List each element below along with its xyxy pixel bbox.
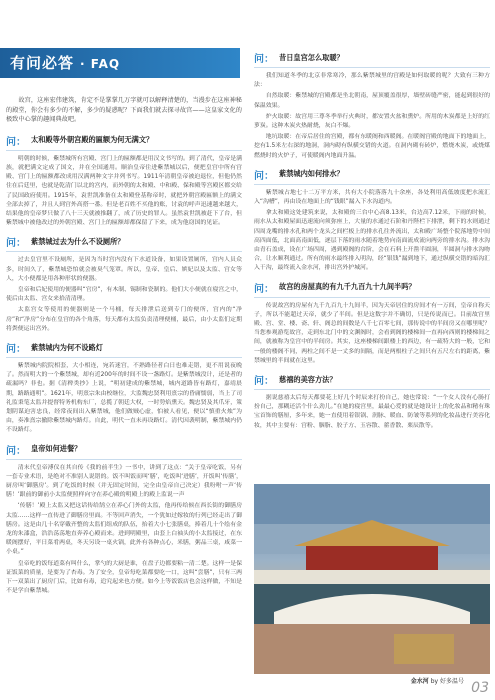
section-header — [6, 234, 242, 252]
section-title: 慈禧的美容方法？ — [279, 374, 337, 384]
paragraph: ‘传膳！’殿上太监又把这话传给鹄立在养心门外的太监，他再传给候在西长街的御膳房太监……这样一直传进了御膳房里面。不等回声消失，一个犹如过嫁妆的行列已经走出了御膳房。这是由几十名穿戴齐整的太监们组成的队伍，抬着大小七张膳桌，捧着几十个绘有金龙的朱漆盒，浩浩荡荡地直奔养心殿而来。进到明殿里，由套上白袖头的小太监接过，在东暖阁摆好，平日菜肴两桌，冬天另设一桌火锅，此外有各种点心，米膳，粥品三桌，咸菜一小桌。” — [6, 503, 242, 556]
paragraph: 拿太和殿这处建筑来说，太和殿的三台中心高8.13米，台边高7.12米，下雨的时候，雨水从太和殿屋面迅速流向须弥座上，大量的水通过石阶和丹陛栏下排泄，剩下的水则通过四周龙嘴的排水孔和两个龙头之间栏板上的排水孔往外流出，太和殿广场整个院落地势中间高四面低，北面高南面低，逐层下落的雨水随着地势向南面流成流向两旁的排水沟。排水沟由青石盖成，设在广场四周，遇到殿阁的台阶，会在石料上开凿半圆洞，半圆洞与排水沟吻合，让水顺利通过。所有的雨水最终排入明沟，经“银钱”漏到地下，通过纵横交错的暗沟汇入干沟，最终流入金水河，排出宫外护城河。 — [254, 210, 490, 272]
question-label: 问： — [6, 344, 26, 356]
paragraph: 皇帝和后妃使用的便器叫“官房”，有木制、锡制和瓷制的。他们大小便就在寝宫之中，使后由太监、宫女来拾清清理。 — [6, 287, 242, 303]
paragraph: 地坑取暖：在帝后居住的宫殿，都有东暖阁和西暖阁。在暖阁宫殿的地面下的地面上，挖有1.5米左右深的地洞，洞内砌有纵横交错的火道。在洞内砌有砖炉，燃烧木炭，或烧煤燃烧时的火炉子，可使暖阁内地面升温。 — [254, 134, 490, 159]
question-label: 问： — [254, 54, 274, 65]
section-title: 皇帝如何进餐？ — [31, 444, 82, 454]
section-title: 紫禁城内如何排水？ — [279, 169, 344, 179]
section-header — [6, 442, 242, 460]
section-toilet — [6, 234, 242, 334]
question-label: 问： — [6, 238, 26, 250]
paragraph: 传说故宫的房屋有九千九百九十九间半，因为天帝居住的房间才有一万间，皇帝自称天子，所以不能超过天帝，就少了半间。但是这数字并不确切，只是传说而已。目前故宫里殿、宫、堂、楼、斋、轩、阁总的间数是八千七百零七间，那传说中的半间房又在哪里呢？当您参观游览故宫，走到东北门中的文渊阁时，会看到阁的楼梯间一直再向西则的楼梯间之间，就被称为皇宫中的半间房。其实，这座楼梯间跟楼上的西边，有一疏特大的一般，它和一般的楼阁不同，两柱之间不是一丈多的间隔，而是两根柱子之间只有五尺左右的距离，紫禁城里的半间就在这里。 — [254, 302, 490, 364]
photo-caption — [254, 676, 464, 685]
section-drainage — [254, 167, 490, 274]
section-title: 故宫的房屋真的有九千九百九十九间半吗？ — [279, 282, 416, 292]
banner-title — [10, 52, 120, 73]
left-column — [6, 96, 242, 603]
question-label: 问： — [254, 283, 274, 295]
question-label: 问： — [6, 136, 26, 148]
right-column — [254, 50, 490, 437]
section-plaque — [6, 133, 242, 229]
section-rooms — [254, 280, 490, 366]
paragraph: 自然取暖：紫禁城的宫殿都是坐北朝南，屋顶覆盖很厚，墙壁砖缝严密，能起到很好的保温效果。 — [254, 93, 490, 109]
section-title: 昔日皇宫怎么取暖？ — [279, 52, 344, 62]
page-number: 03 — [471, 680, 489, 696]
paragraph: 过去皇宫里不设厕所，是因为当时宫内没有下水道设备，如果设置厕所，宫内人员众多，时间久了，紫禁城恐怕就会被臭气笼罩。所以，皇帝、皇后、嫔妃以及太监、宫女等人，大小便都是用各种形状的便器。 — [6, 257, 242, 282]
caption-credit: by 好多温号 — [430, 678, 464, 685]
intro-paragraph: 故宫，这座宏伟建筑，肯定不是掌掌几万字就可以解释清楚的，当漫步在这座神秘的殿堂，你会有多少的不解，多少的疑惑呢？下面我们就去探寻故宫——这皇家文化的极致中心掌的趣闻典故吧。 — [6, 97, 242, 124]
paragraph: 太监宫女等使用的便器则是一个马桶，每天排泄后送到专门的便所，宫内的“净房”和“净房”分布在皇宫的各个角落，每天都有太监负责清理便桶，最后，由小太监们定期将粪便运出宫外。 — [6, 307, 242, 332]
section-header — [254, 372, 490, 390]
section-header — [6, 340, 242, 358]
section-header — [254, 167, 490, 185]
section-title: 紫禁城内为何不设路灯 — [31, 342, 103, 352]
paragraph: 紫禁城内院院相套，大小相连，宛若迷宫，不熟路径者白日也难走错，更不用说夜晚了。然而明大的一个紫禁城，却有近200年的时间不设一盏路灯。是紫禁城没计，还是者的疏漏吗？非也。据《清稗类抄》上说，“明初建成的紫禁城，城内道路皆有路灯，嘉靖晨期，路路通明”。1621年，明熹宗朱由校继位，大监魏忠贤利用熹宗的昏庸懦弱，当上了司礼监秉笔太监并提督特务机构东厂，总揽了朝廷大权，一时势焰熏天。魏忠贤及其爪牙，策划阴谋迫害忠良，经常夜间出入紫禁城，他们做贼心虚，怕被人看见，便以“慎重火烛”为由，奏准熹宗撤除紫禁城内路灯。自此，明代一直未再设路灯。清代因袭明制，紫禁城内仍不设路灯。 — [6, 363, 242, 434]
section-heating — [254, 50, 490, 161]
paragraph: 皇帝吃的饭每道菜有叫什么，掌勺的大厨是谁，在盘子边都要粘一清二楚。这样一是保证饭菜的质量，是要为了杏毒。为了安全，皇帝每吃菜都要吃一口，这叫“尝膳”，只有三两下一双菜出了厨房门后，比如有毒，追究起来也方便。如今上等饭饭店也会这样做，不知是不是学自紫禁城。 — [6, 560, 242, 595]
question-label: 问： — [254, 170, 274, 182]
section-title: 紫禁城过去为什么不设厕所？ — [31, 236, 125, 246]
question-label: 问： — [254, 376, 274, 388]
faq-banner — [0, 48, 240, 78]
question-label: 问： — [6, 445, 26, 457]
section-header — [254, 280, 490, 298]
banner-subtitle: · FAQ — [80, 57, 121, 71]
paragraph: 我们知道冬季的北京非常寒冷，那么紫禁城里的宫殿是如何取暖的呢？大致有三种方法： — [254, 73, 490, 89]
caption-title: 金水河 — [410, 678, 429, 685]
paragraph: 明朝的时候，紫禁城所有宫殿、宫门上的匾额都是用汉文书写的。到了清代，皇帝是满族，就把满文定成了国文，并在全国通用。顺治皇帝住进紫禁城以后，便把皇宫中所有宫殿、宫门上的匾额都改成用汉满两种文字并列书写。1911年清朝皇帝被迫退位，但他仍然住在后廷里，也就是乾清门以北的宫内，而外朝的太和殿、中和殿、保和殿等宫殿区都交给了民国政府使用。1915年，袁世凯准备在太和殿登基称帝时，就把外朝宫殿匾额上的满文全部去掉了，并且人到宫外高搭一番。但是老百姓不买他的账，讨袁的呼声迅速越来越大，结果他的皇帝梦只做了八十三天就被推翻了，成了历史的罪人。虽然袁世凯被赶下了台，但紫禁城中被他改过的外朝宫殿、宫门上的匾额却都保留了下来，成为他窃国的见证。 — [6, 155, 242, 227]
section-title: 太和殿等外朝宫殿的匾额为何无满文？ — [31, 135, 154, 145]
palace-scene-illustration — [254, 484, 490, 674]
paragraph: 炉火取暖：故宫用三尊冬季举行火典时，都安置火盆和熏炉。所用的木炭都是上好的红萝炭。这种木炭火热耐烧，灰白不爆。 — [254, 113, 490, 130]
section-street-lights — [6, 340, 242, 436]
section-header — [254, 50, 490, 68]
section-dining — [6, 442, 242, 597]
banner-title-text: 有问必答 — [10, 54, 75, 72]
paragraph: 据说慈禧太后每天都要花上好几个时辰来打扮自己，她也常说：“一个女人没有心肠打扮自己，那糊还活个什么劲儿。”在她的寝宫里，最最心爱的就是她设计上的化妆品和精有珠宝首饰的膳厘，多年来，她一直使用着银锅、润脉、暖血、防皱等系列的化妆品进行美容化妆，其中主要有：宫粉、胭脂、胶子方、玉容散、藿香散、栗辰散等。 — [254, 395, 490, 429]
paragraph: 清末代皇帝溥仪在其自传《我的前半生》一书中，讲到了这点：“关于皇帝吃饭，另有一套专业术语，是绝对不准别人说错的。饭不叫饭而叫‘膳’，吃饭叫‘进膳’，开饭叫‘传膳’，厨房叫‘御膳房’。到了吃饭的时候（并无固定时间，完全由皇帝自己决定）我吩咐一声‘传膳！’跟前的御前小太监便照样向守在养心殿的明殿上的殿上监说一声 — [6, 464, 242, 499]
section-header — [6, 133, 242, 151]
paragraph: 紫禁城占地七十二万平方米，共有大小院落落九十余座，各处利用高低坡度把水流汇入“沟槽”，再由设在地面上的“钱眼”漏入下水沟道内。 — [254, 189, 490, 206]
golden-water-river-photo — [254, 484, 490, 674]
section-beauty — [254, 372, 490, 431]
